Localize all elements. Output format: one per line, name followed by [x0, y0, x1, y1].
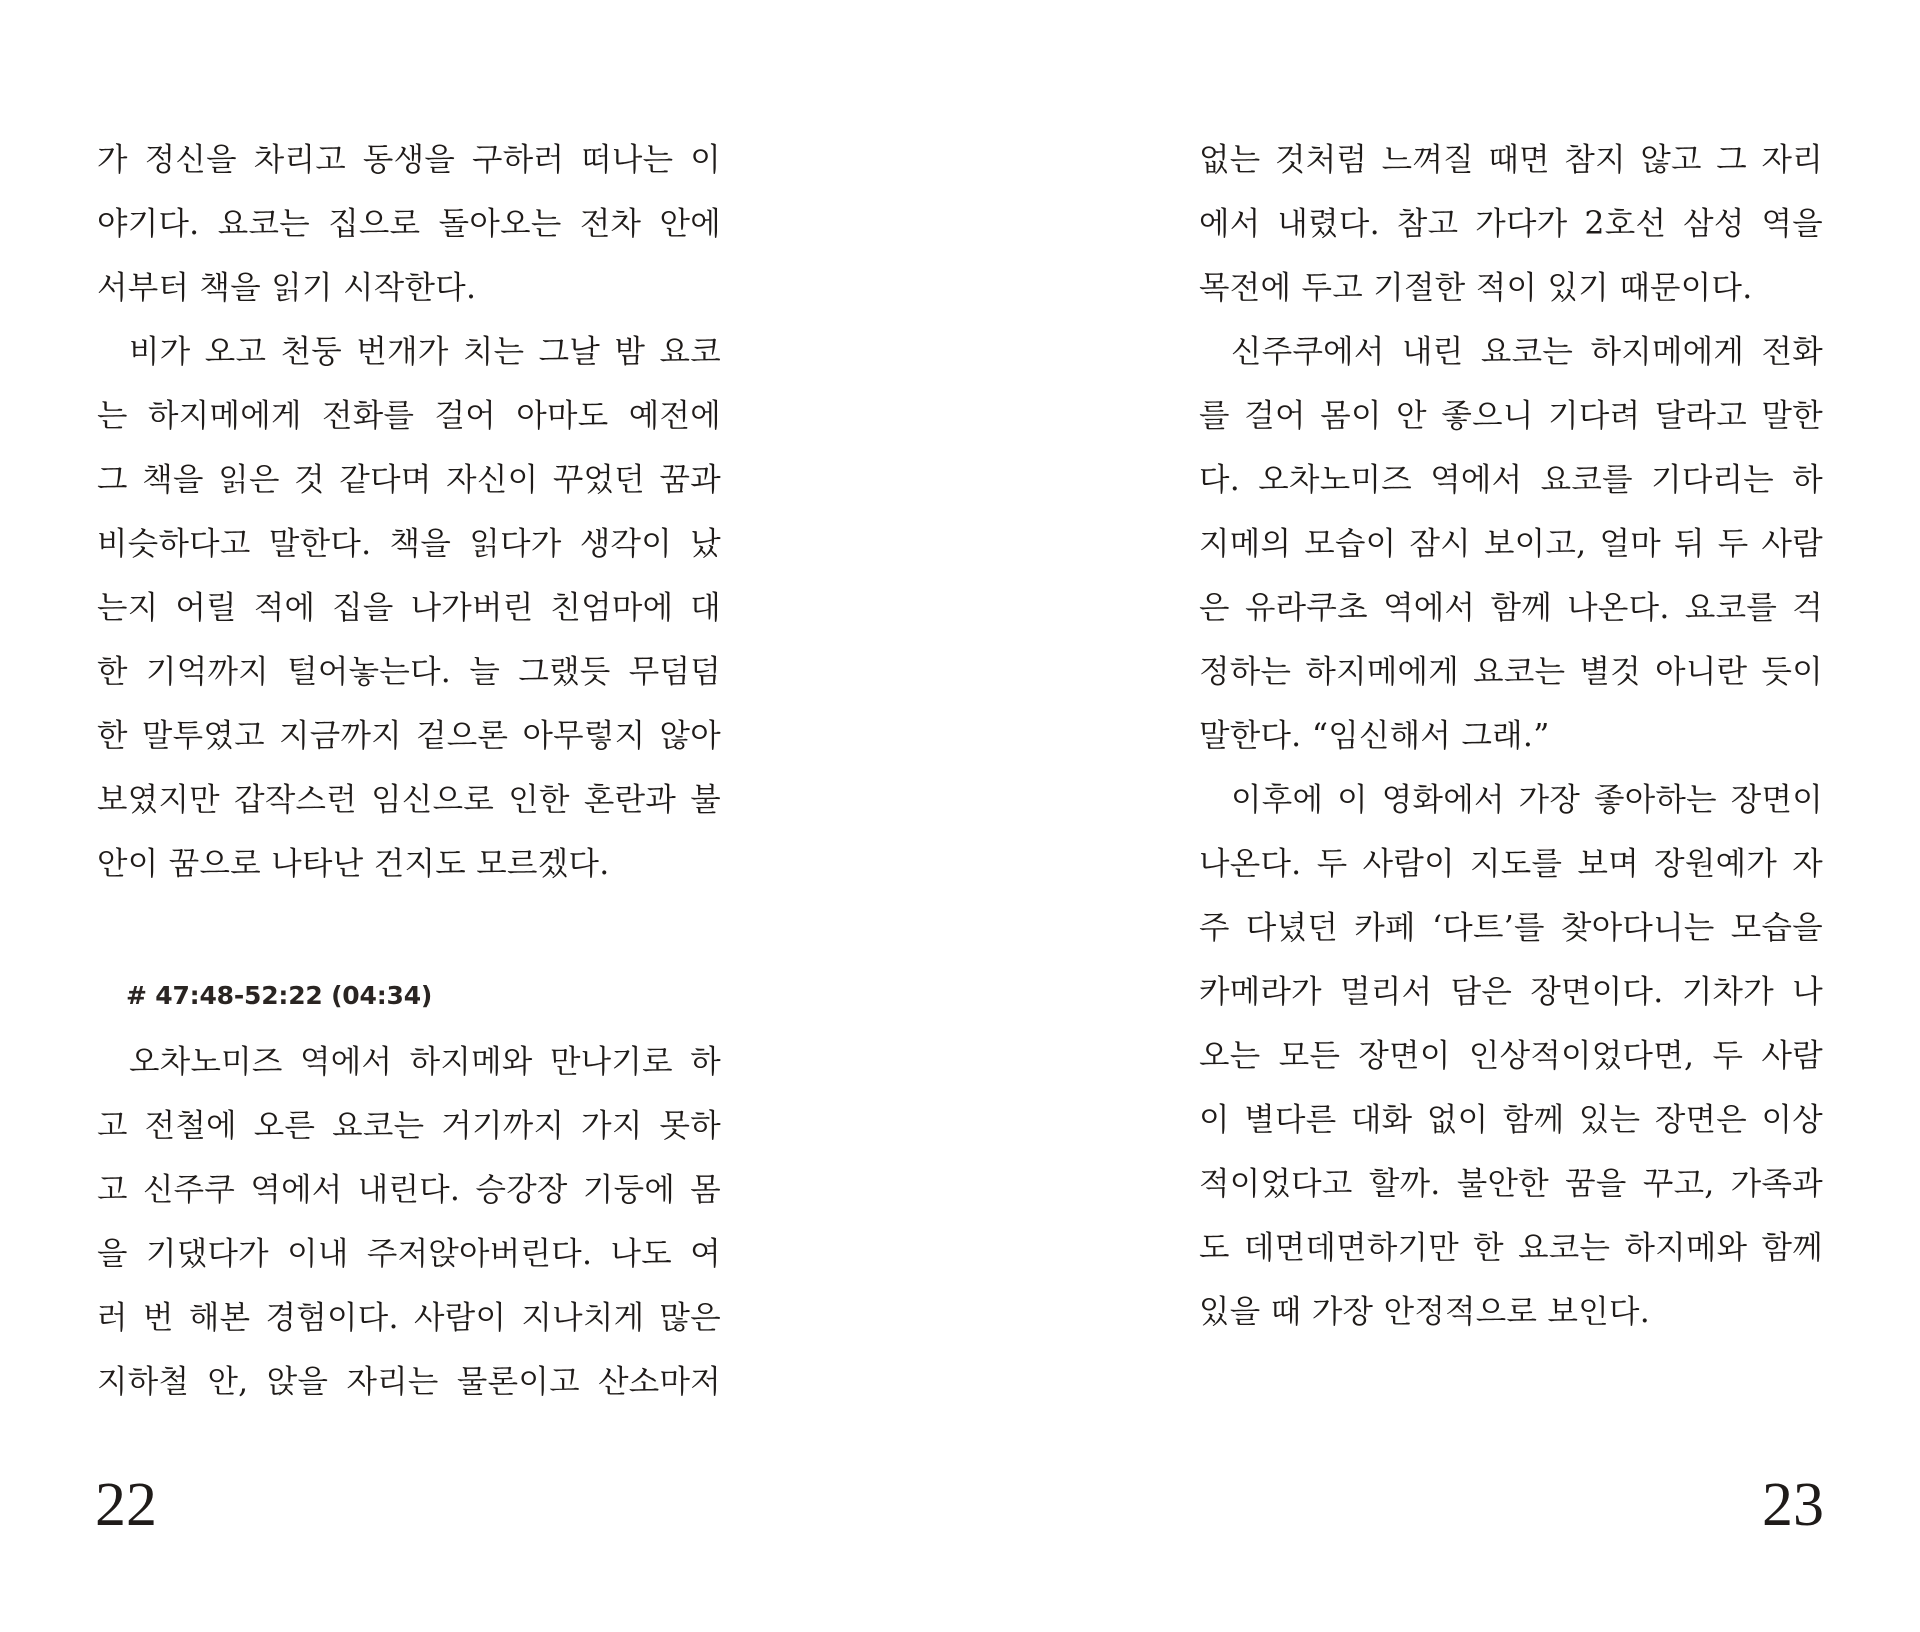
text-line: 는 하지메에게 전화를 걸어 아마도 예전에	[97, 398, 721, 434]
text-line: 한 기억까지 털어놓는다. 늘 그랬듯 무덤덤	[97, 654, 721, 690]
text-line: 를 걸어 몸이 안 좋으니 기다려 달라고 말한	[1199, 398, 1823, 434]
text-line: 신주쿠에서 내린 요코는 하지메에게 전화	[1231, 334, 1823, 370]
text-line: 야기다. 요코는 집으로 돌아오는 전차 안에	[97, 206, 721, 242]
text-line: 이 별다른 대화 없이 함께 있는 장면은 이상	[1199, 1102, 1823, 1138]
text-line: 에서 내렸다. 참고 가다가 2호선 삼성 역을	[1199, 206, 1823, 242]
text-line: 는지 어릴 적에 집을 나가버린 친엄마에 대	[97, 590, 721, 626]
text-line: 오차노미즈 역에서 하지메와 만나기로 하	[129, 1044, 721, 1080]
text-line: 목전에 두고 기절한 적이 있기 때문이다.	[1199, 270, 1753, 306]
text-line: 정하는 하지메에게 요코는 별것 아니란 듯이	[1199, 654, 1823, 690]
text-line: 다. 오차노미즈 역에서 요코를 기다리는 하	[1199, 462, 1823, 498]
text-line: 보였지만 갑작스런 임신으로 인한 혼란과 불	[97, 782, 721, 818]
text-line: 러 번 해본 경험이다. 사람이 지나치게 많은	[97, 1300, 721, 1336]
right-page	[960, 0, 1920, 1632]
text-line: 비슷하다고 말한다. 책을 읽다가 생각이 났	[97, 526, 721, 562]
page-number: 23	[1762, 1471, 1824, 1539]
text-line: 적이었다고 할까. 불안한 꿈을 꾸고, 가족과	[1199, 1166, 1823, 1202]
text-line: 지메의 모습이 잠시 보이고, 얼마 뒤 두 사람	[1199, 526, 1823, 562]
text-line: 서부터 책을 읽기 시작한다.	[97, 270, 477, 306]
text-line: 카메라가 멀리서 담은 장면이다. 기차가 나	[1199, 974, 1823, 1010]
text-line: 없는 것처럼 느껴질 때면 참지 않고 그 자리	[1199, 142, 1823, 178]
text-line: 주 다녔던 카페 ‘다트’를 찾아다니는 모습을	[1199, 910, 1823, 946]
text-line: 도 데면데면하기만 한 요코는 하지메와 함께	[1199, 1230, 1823, 1266]
text-line: 있을 때 가장 안정적으로 보인다.	[1199, 1294, 1651, 1330]
text-line: 은 유라쿠초 역에서 함께 나온다. 요코를 걱	[1199, 590, 1823, 626]
text-line: 비가 오고 천둥 번개가 치는 그날 밤 요코	[129, 334, 721, 370]
text-line: 을 기댔다가 이내 주저앉아버린다. 나도 여	[97, 1236, 721, 1272]
text-line: 고 전철에 오른 요코는 거기까지 가지 못하	[97, 1108, 721, 1144]
text-line: 한 말투였고 지금까지 겉으론 아무렇지 않아	[97, 718, 721, 754]
text-line: 그 책을 읽은 것 같다며 자신이 꾸었던 꿈과	[97, 462, 721, 498]
text-line: 나온다. 두 사람이 지도를 보며 장원예가 자	[1199, 846, 1823, 882]
text-line: 오는 모든 장면이 인상적이었다면, 두 사람	[1199, 1038, 1823, 1074]
text-line: 말한다. “임신해서 그래.”	[1199, 718, 1550, 754]
section-heading: # 47:48-52:22 (04:34)	[126, 981, 433, 1010]
text-line: 안이 꿈으로 나타난 건지도 모르겠다.	[97, 846, 610, 882]
text-line: 가 정신을 차리고 동생을 구하러 떠나는 이	[97, 142, 721, 178]
text-line: 이후에 이 영화에서 가장 좋아하는 장면이	[1231, 782, 1823, 818]
text-line: 고 신주쿠 역에서 내린다. 승강장 기둥에 몸	[97, 1172, 721, 1208]
text-line: 지하철 안, 앉을 자리는 물론이고 산소마저	[97, 1364, 721, 1400]
page-number: 22	[95, 1471, 157, 1539]
